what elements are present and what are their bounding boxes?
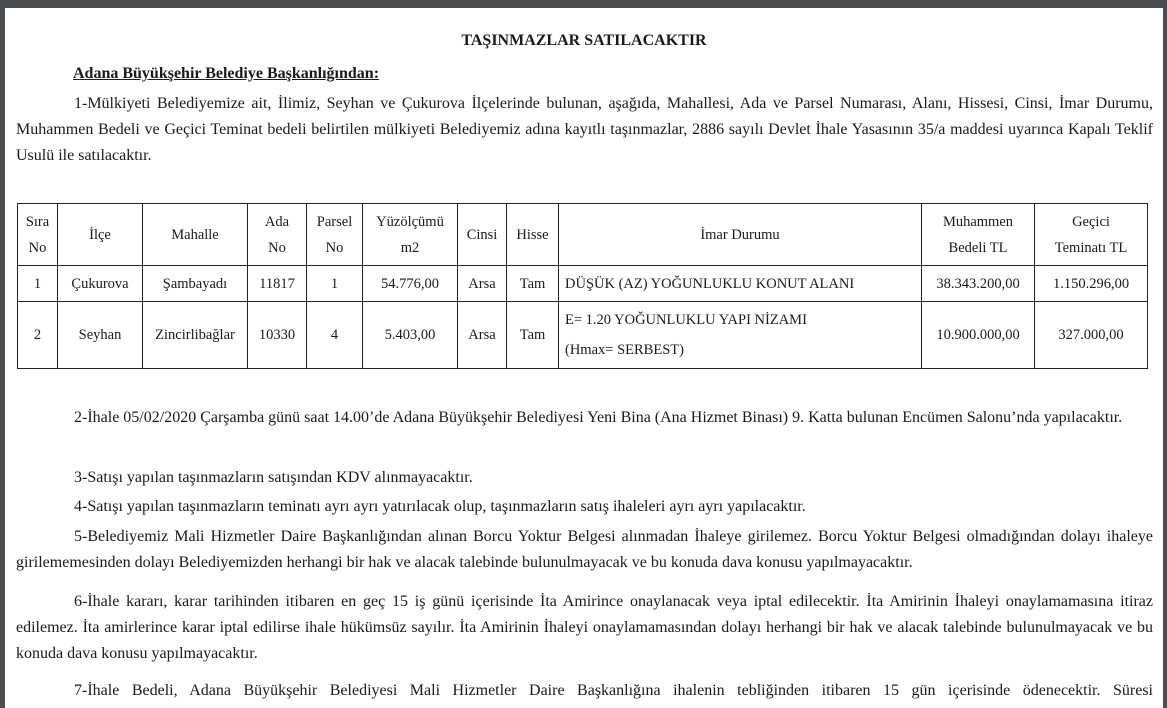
header-imar-durumu [559,204,922,266]
paragraph-5: 5-Belediyemiz Mali Hizmetler Daire Başkanlığından alınan Borcu Yoktur Belgesi alınmadan İhaleye girilemez. Borcu Yoktur Belgesi olmadığından dolayı ihaleye girilememesinden dolayı Belediyemizden herhangi bir hak ve alacak talebinde bulunulmayacak ve bu konuda dava konusu yapılmayacaktır. [16,528,1153,571]
header-text: m2 [400,239,420,256]
header-text: Yüzölçümü [376,213,444,230]
header-text: No [268,239,286,256]
cell-hisse: Tam [507,266,559,302]
cell-cinsi: Arsa [458,302,507,369]
header-text: İlçe [89,226,111,243]
header-text: Hisse [516,226,549,243]
header-text: Teminatı TL [1054,239,1128,256]
table-row [18,302,1148,369]
cell-muhammen: 38.343.200,00 [922,266,1035,302]
paragraph-7: 7-İhale Bedeli, Adana Büyükşehir Belediyesi Mali Hizmetler Daire Başkanlığına ihalenin tebliğinden itibaren 15 gün içerisinde ödenecektir. Süresi [74,682,1153,699]
header-cinsi [458,204,507,266]
cell-muhammen: 10.900.000,00 [922,302,1035,369]
cell-sira: 2 [18,302,58,369]
properties-table [17,203,1148,369]
header-text: Mahalle [171,226,219,243]
cell-ilce: Seyhan [58,302,143,369]
header-text: Bedeli TL [948,239,1008,256]
cell-parsel: 4 [307,302,363,369]
header-text: Cinsi [466,226,498,243]
paragraph-1: 1-Mülkiyeti Belediyemize ait, İlimiz, Seyhan ve Çukurova İlçelerinde bulunan, aşağıda, Mahallesi, Ada ve Parsel Numarası, Alanı, Hissesi, Cinsi, İmar Durumu, Muhammen Bedeli ve Geçici Teminat bedeli belirtilen mülkiyeti Belediyemiz adına kayıtlı taşınmazlar, 2886 sayılı Devlet İhale Yasasının 35/a maddesi uyarınca Kapalı Teklif Usulü ile satılacaktır. [16,95,1153,164]
imar-text: (Hmax= SERBEST) [565,342,684,358]
cell-sira: 1 [18,266,58,302]
header-muhammen-bedeli [922,204,1035,266]
document-title: TAŞINMAZLAR SATILACAKTIR [461,32,707,49]
cell-teminat: 327.000,00 [1035,302,1148,369]
header-ada-no [248,204,307,266]
cell-mahalle: Zincirlibağlar [143,302,248,369]
header-text: Muhammen [942,213,1014,230]
header-gecici-teminat [1035,204,1148,266]
document-subtitle: Adana Büyükşehir Belediye Başkanlığından: [73,65,380,82]
paragraph-6: 6-İhale kararı, karar tarihinden itibaren en geç 15 iş günü içerisinde İta Amirince onaylanacak veya iptal edilecektir. İta Amirinin İhaleyi onaylamamasına itiraz edilemez. İta amirlerince karar iptal edilirse ihale hükümsüz sayılır. İta Amirinin İhaleyi onaylamamasından dolayı herhangi bir hak ve alacak talebinde bulunulmayacak ve bu konuda dava konusu yapılmayacaktır. [16,593,1153,662]
cell-mahalle: Şambayadı [143,266,248,302]
header-ilce [58,204,143,266]
table-row [18,266,1148,302]
header-text: No [325,239,344,256]
header-sira-no [18,204,58,266]
imar-text: E= 1.20 YOĞUNLUKLU YAPI NİZAMI [565,312,807,328]
cell-hisse: Tam [507,302,559,369]
header-text: İmar Durumu [700,226,780,243]
cell-imar [559,266,922,302]
cell-yuzolcumu: 5.403,00 [363,302,458,369]
cell-imar [559,302,922,369]
cell-ilce: Çukurova [58,266,143,302]
header-hisse [507,204,559,266]
header-text: Geçici [1072,213,1110,230]
header-yuzolcumu [363,204,458,266]
cell-ada: 11817 [248,266,307,302]
header-text: Parsel [316,213,353,230]
header-text: Ada [264,213,290,230]
cell-teminat: 1.150.296,00 [1035,266,1148,302]
cell-parsel: 1 [307,266,363,302]
imar-text: DÜŞÜK (AZ) YOĞUNLUKLU KONUT ALANI [565,275,855,292]
cell-yuzolcumu: 54.776,00 [363,266,458,302]
header-parsel-no [307,204,363,266]
paragraph-4: 4-Satışı yapılan taşınmazların teminatı ayrı ayrı yatırılacak olup, taşınmazların satış ihaleleri ayrı ayrı yapılacaktır. [74,498,806,515]
table-header-row [18,204,1148,266]
header-text: Sıra [25,213,50,230]
header-text: No [28,239,47,256]
cell-cinsi: Arsa [458,266,507,302]
cell-ada: 10330 [248,302,307,369]
paragraph-2: 2-İhale 05/02/2020 Çarşamba günü saat 14.00’de Adana Büyükşehir Belediyesi Yeni Bina (Ana Hizmet Binası) 9. Katta bulunan Encümen Salonu’nda yapılacaktır. [74,409,1123,426]
header-mahalle [143,204,248,266]
document-page [5,8,1163,708]
paragraph-3: 3-Satışı yapılan taşınmazların satışından KDV alınmayacaktır. [74,469,473,486]
